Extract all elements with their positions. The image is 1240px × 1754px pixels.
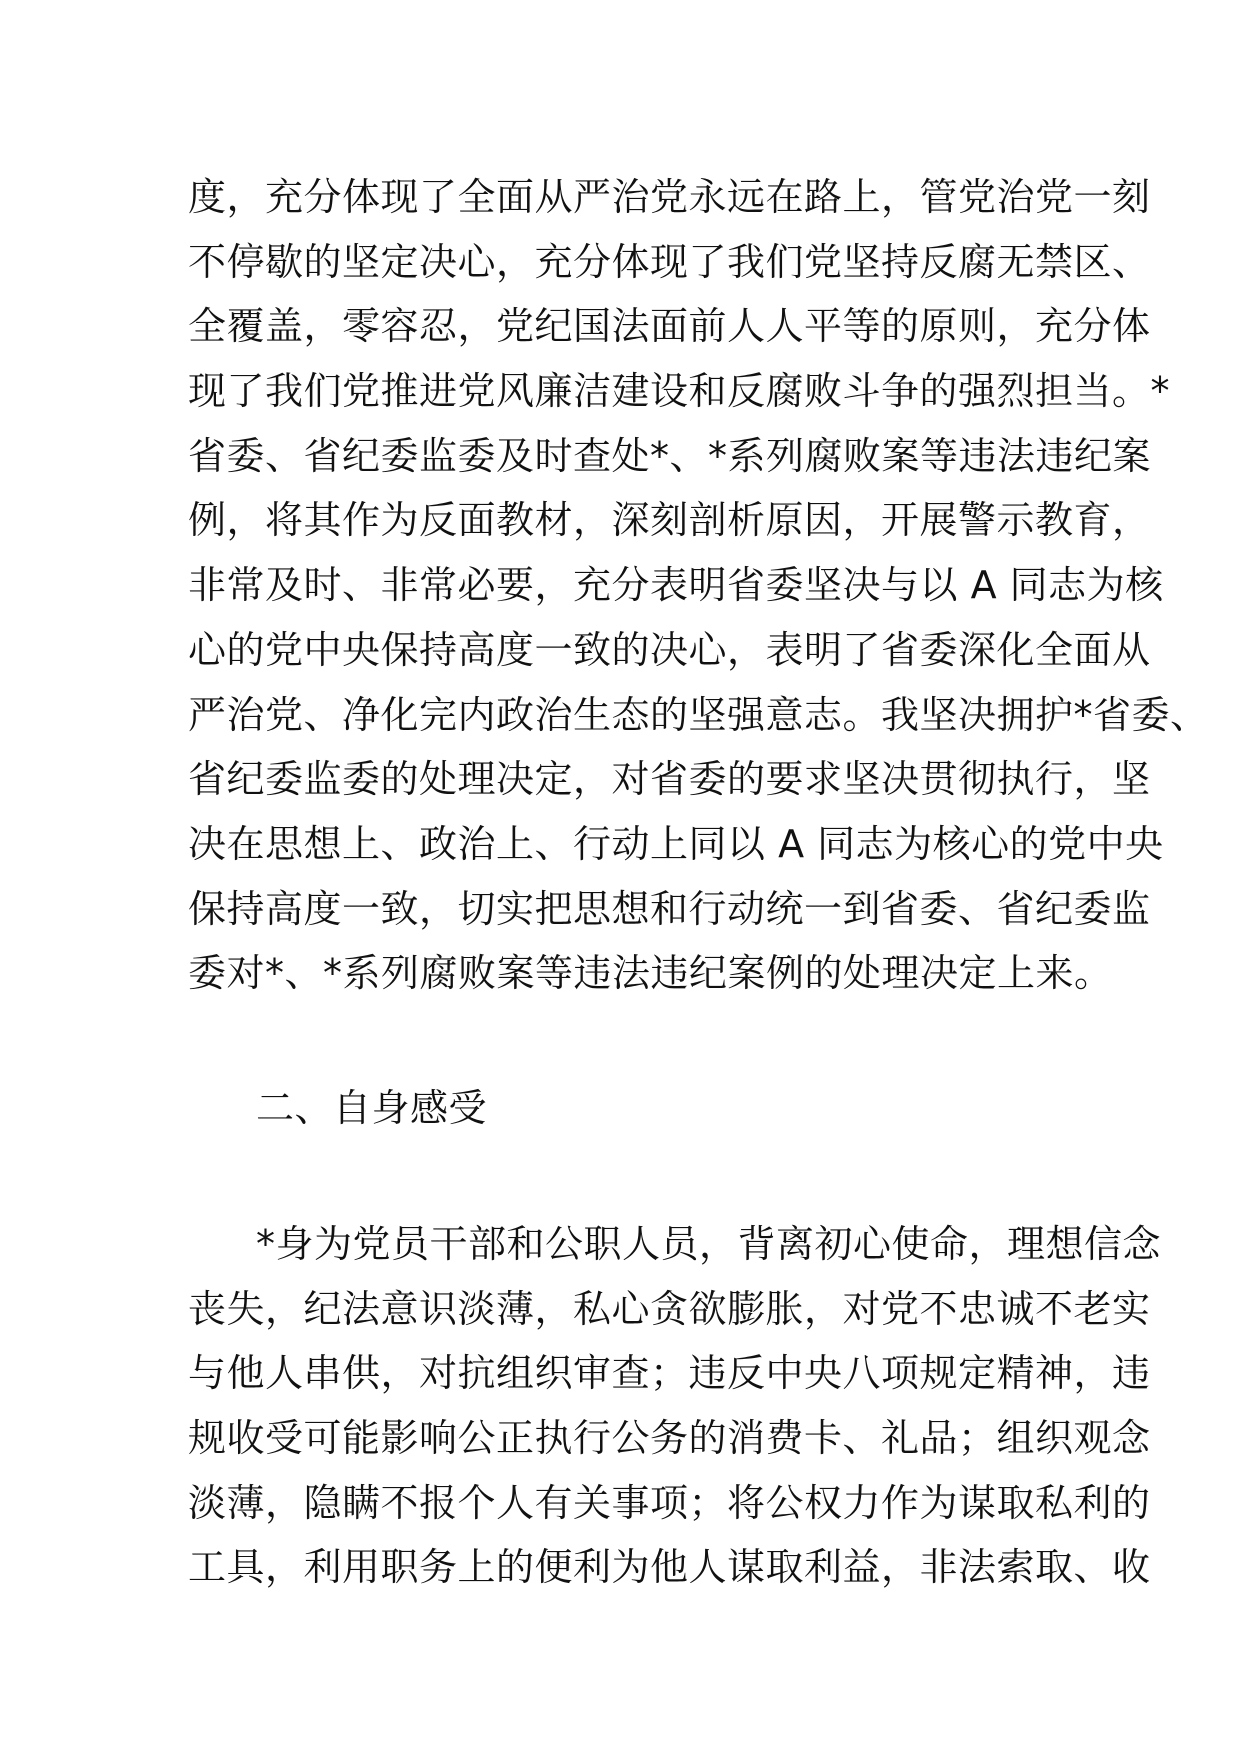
paragraph-continuation [188,165,1209,1006]
text-line: 非常及时、非常必要，充分表明省委坚决与以 A 同志为核 [188,563,1164,608]
text-line: 心的党中央保持高度一致的决心，表明了省委深化全面从 [188,627,1151,672]
section-heading-text: 二、自身感受 [256,1086,488,1130]
section-heading [256,1076,1136,1141]
text-line: 淡薄，隐瞒不报个人有关事项；将公权力作为谋取私利的 [188,1480,1151,1525]
text-line: *身为党员干部和公职人员，背离初心使命，理想信念 [256,1222,1162,1266]
text-line: 省纪委监委的处理决定，对省委的要求坚决贯彻执行，坚 [188,757,1151,802]
text-line: 度，充分体现了全面从严治党永远在路上，管党治党一刻 [188,175,1151,219]
text-line: 决在思想上、政治上、行动上同以 A 同志为核心的党中央 [188,821,1164,866]
paragraph-self-reflection [188,1212,1162,1600]
text-line: 全覆盖，零容忍，党纪国法面前人人平等的原则，充分体 [188,304,1151,349]
text-line: 例，将其作为反面教材，深刻剖析原因，开展警示教育， [188,498,1151,543]
text-line: 现了我们党推进党风廉洁建设和反腐败斗争的强烈担当。* [188,369,1171,414]
text-line: 丧失，纪法意识淡薄，私心贪欲膨胀，对党不忠诚不老实 [188,1286,1151,1331]
text-line: 保持高度一致，切实把思想和行动统一到省委、省纪委监 [188,886,1151,931]
text-line: 与他人串供，对抗组织审查；违反中央八项规定精神，违 [188,1351,1151,1396]
text-line: 委对*、*系列腐败案等违法违纪案例的处理决定上来。 [188,951,1113,996]
text-line: 不停歇的坚定决心，充分体现了我们党坚持反腐无禁区、 [188,239,1151,284]
text-line: 省委、省纪委监委及时查处*、*系列腐败案等违法违纪案 [188,433,1152,478]
text-line: 严治党、净化完内政治生态的坚强意志。我坚决拥护*省委、 [188,692,1209,737]
text-line: 规收受可能影响公正执行公务的消费卡、礼品；组织观念 [188,1416,1151,1461]
text-line: 工具，利用职务上的便利为他人谋取利益，非法索取、收 [188,1545,1151,1590]
